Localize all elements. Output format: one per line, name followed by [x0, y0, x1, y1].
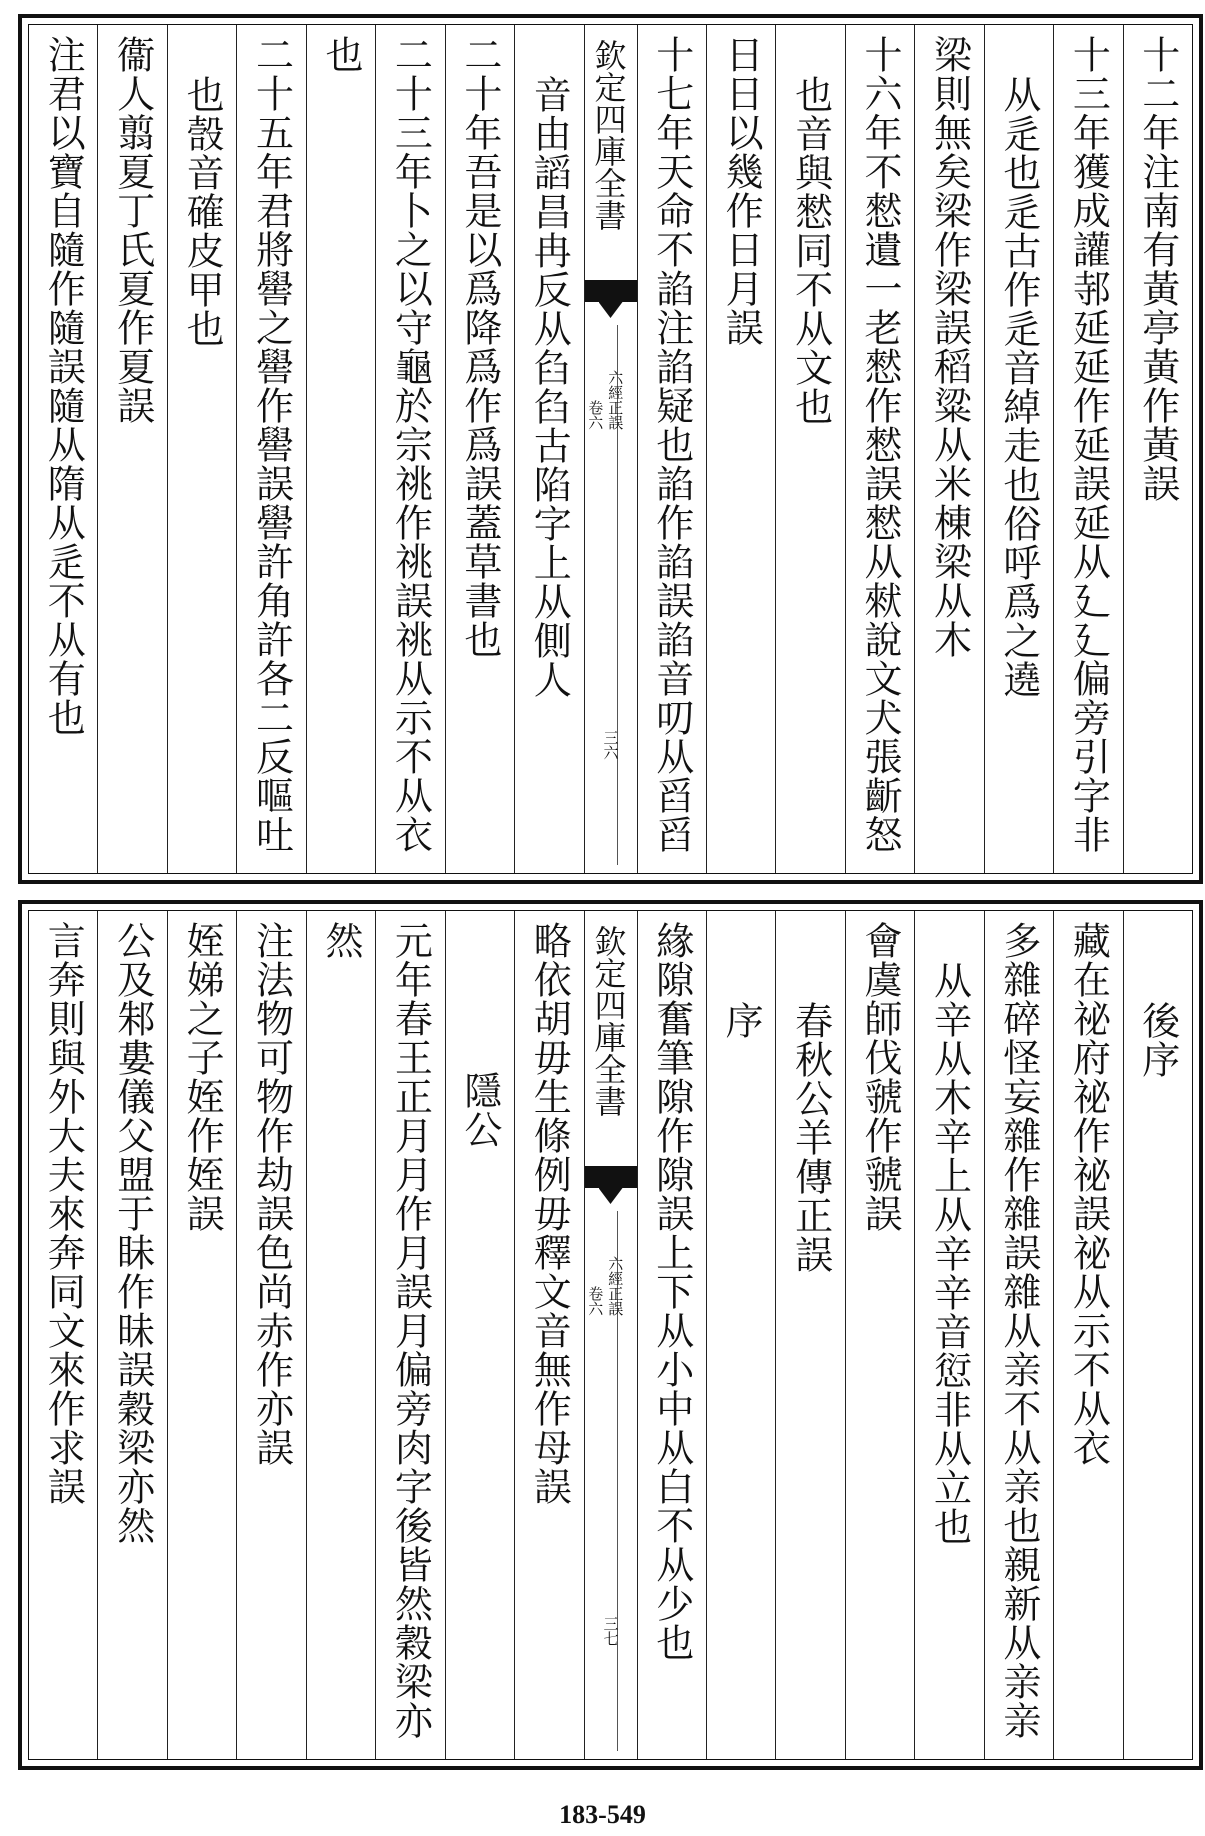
text-column: 衞人翦夏丁氏夏作夏誤	[97, 25, 166, 873]
text-column: 也嗀音確皮甲也	[167, 25, 236, 873]
text-column: 二十年吾是以爲降爲作爲誤蓋草書也	[445, 25, 514, 873]
fish-tail-mark	[599, 302, 623, 318]
fish-tail-mark	[585, 280, 637, 302]
text-column: 公及邾婁儀父盟于眛作昧誤穀梁亦然	[97, 911, 166, 1759]
text-column: 然	[306, 911, 375, 1759]
text-column: 多雜碎怪妄雜作雜誤雜从亲不从亲也親新从亲亲	[984, 911, 1053, 1759]
center-fold	[584, 911, 637, 1759]
text-column: 略依胡毋生條例毋釋文音無作母誤	[514, 911, 583, 1759]
text-column: 序	[706, 911, 775, 1759]
text-column: 十三年獲成讙邿延延作延誤延从廴廴偏旁引字非	[1053, 25, 1122, 873]
center-book-name: 六經正誤	[606, 370, 625, 430]
text-column: 日日以幾作日月誤	[706, 25, 775, 873]
text-column: 二十三年卜之以守龜於宗祧作祧誤祧从示不从衣	[375, 25, 444, 873]
text-column: 梁則無矣梁作梁誤稻粱从米棟梁从木	[914, 25, 983, 873]
bottom-page-frame	[28, 910, 1193, 1760]
text-column: 藏在祕府祕作祕誤祕从示不从衣	[1053, 911, 1122, 1759]
text-column: 二十五年君將嚳之嚳作嚳誤嚳許角許各二反嘔吐	[236, 25, 305, 873]
center-title: 欽定四庫全書	[589, 39, 628, 231]
text-column: 从辛从木辛上从辛辛音愆非从立也	[914, 911, 983, 1759]
text-column: 十二年注南有黃亭黃作黃誤	[1123, 25, 1192, 873]
center-juan: 卷六	[586, 1286, 605, 1316]
text-column: 緣隙奮筆隙作隙誤上下从小中从白不从少也	[637, 911, 706, 1759]
center-juan: 卷六	[586, 400, 605, 430]
text-column: 也音與憖同不从文也	[775, 25, 844, 873]
text-column: 會虞師伐虢作虢誤	[845, 911, 914, 1759]
top-page-frame	[28, 24, 1193, 874]
text-column: 也	[306, 25, 375, 873]
text-column: 注君以寶自隨作隨誤隨从隋从辵不从有也	[41, 35, 86, 737]
page-footer-number: 183-549	[559, 1800, 646, 1829]
text-column: 注法物可物作劫誤色尚赤作亦誤	[236, 911, 305, 1759]
top-page	[18, 14, 1203, 884]
fish-tail-mark	[599, 1188, 623, 1204]
text-column: 姪娣之子姪作姪誤	[167, 911, 236, 1759]
text-column: 音由謟昌冉反从臽臽古陷字上从側人	[514, 25, 583, 873]
text-column: 春秋公羊傳正誤	[775, 911, 844, 1759]
center-book-name: 六經正誤	[606, 1256, 625, 1316]
text-column: 十六年不憖遺一老憖作憖誤憖从猌說文犬張齗怒	[845, 25, 914, 873]
center-title: 欽定四庫全書	[589, 925, 628, 1117]
text-column: 元年春王正月月作月誤月偏旁肉字後皆然穀梁亦	[375, 911, 444, 1759]
fish-tail-mark	[585, 1166, 637, 1188]
text-column: 言奔則與外大夫來奔同文來作求誤	[41, 921, 86, 1506]
text-column: 後序	[1123, 911, 1192, 1759]
text-column: 从辵也辵古作辵音綽走也俗呼爲之遶	[984, 25, 1053, 873]
text-column: 隱公	[445, 911, 514, 1759]
bottom-page	[18, 900, 1203, 1770]
center-fold	[584, 25, 637, 873]
center-page-number: 三六	[601, 730, 620, 760]
text-column: 十七年天命不諂注諂疑也諂作諂誤諂音叨从舀舀	[637, 25, 706, 873]
center-page-number: 三七	[601, 1616, 620, 1646]
